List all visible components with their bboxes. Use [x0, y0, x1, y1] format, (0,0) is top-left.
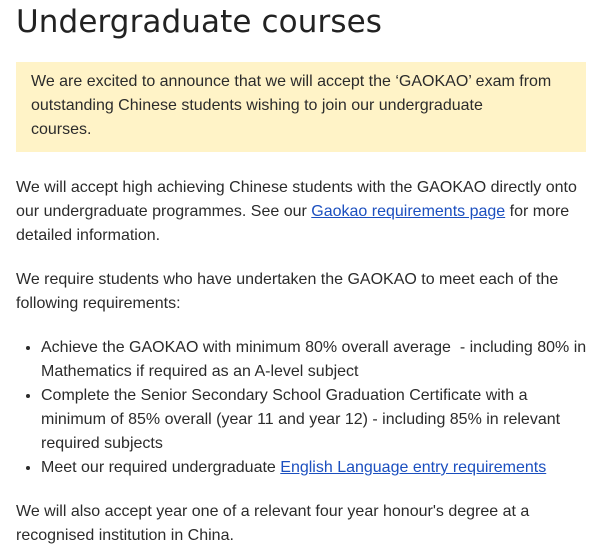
intro-line-3: detailed information.	[16, 227, 161, 244]
intro-line-1: We will accept high achieving Chinese students with the GAOKAO directly onto	[16, 179, 577, 196]
requirement-1-line-1: • Achieve the GAOKAO with minimum 80% overall average - including 80% in	[41, 339, 587, 356]
notice-line-1: We are excited to announce that we will accept the ‘GAOKAO’ exam from	[31, 73, 552, 90]
closing-line-1: We will also accept year one of a relevant four year honour's degree at a	[16, 503, 530, 520]
notice-line-3: courses.	[31, 121, 92, 138]
intro-line-2-tail: for more	[505, 203, 570, 220]
requirements-intro-paragraph	[16, 268, 586, 316]
requirements-intro-line-1: We require students who have undertaken the GAOKAO to meet each of the	[16, 271, 559, 288]
list-item	[41, 456, 586, 480]
intro-paragraph	[16, 176, 586, 248]
gaokao-requirements-link[interactable]: Gaokao requirements page	[311, 203, 506, 220]
requirements-list	[16, 336, 586, 480]
english-language-requirements-link[interactable]: English Language entry requirements	[280, 459, 547, 476]
requirement-2-line-1: • Complete the Senior Secondary School Graduation Certificate with a	[41, 387, 528, 404]
requirements-intro-line-2: following requirements:	[16, 295, 181, 312]
requirement-3-line	[41, 456, 586, 480]
requirement-2-line-3: required subjects	[41, 435, 163, 452]
closing-line-2: recognised institution in China.	[16, 527, 234, 544]
notice-line-2: outstanding Chinese students wishing to join our undergraduate	[31, 97, 483, 114]
requirement-3-text: Meet our required undergraduate	[41, 459, 281, 476]
intro-line-2	[16, 200, 586, 224]
page-title: Undergraduate courses	[16, 4, 382, 40]
announcement-notice	[16, 62, 586, 152]
requirement-2-line-2: minimum of 85% overall (year 11 and year 12) - including 85% in relevant	[41, 411, 561, 428]
list-item	[41, 384, 586, 456]
closing-paragraph	[16, 500, 586, 548]
list-item	[41, 336, 586, 384]
intro-line-2-text: our undergraduate programmes. See our	[16, 203, 312, 220]
requirement-1-line-2: Mathematics if required as an A-level subject	[41, 363, 359, 380]
